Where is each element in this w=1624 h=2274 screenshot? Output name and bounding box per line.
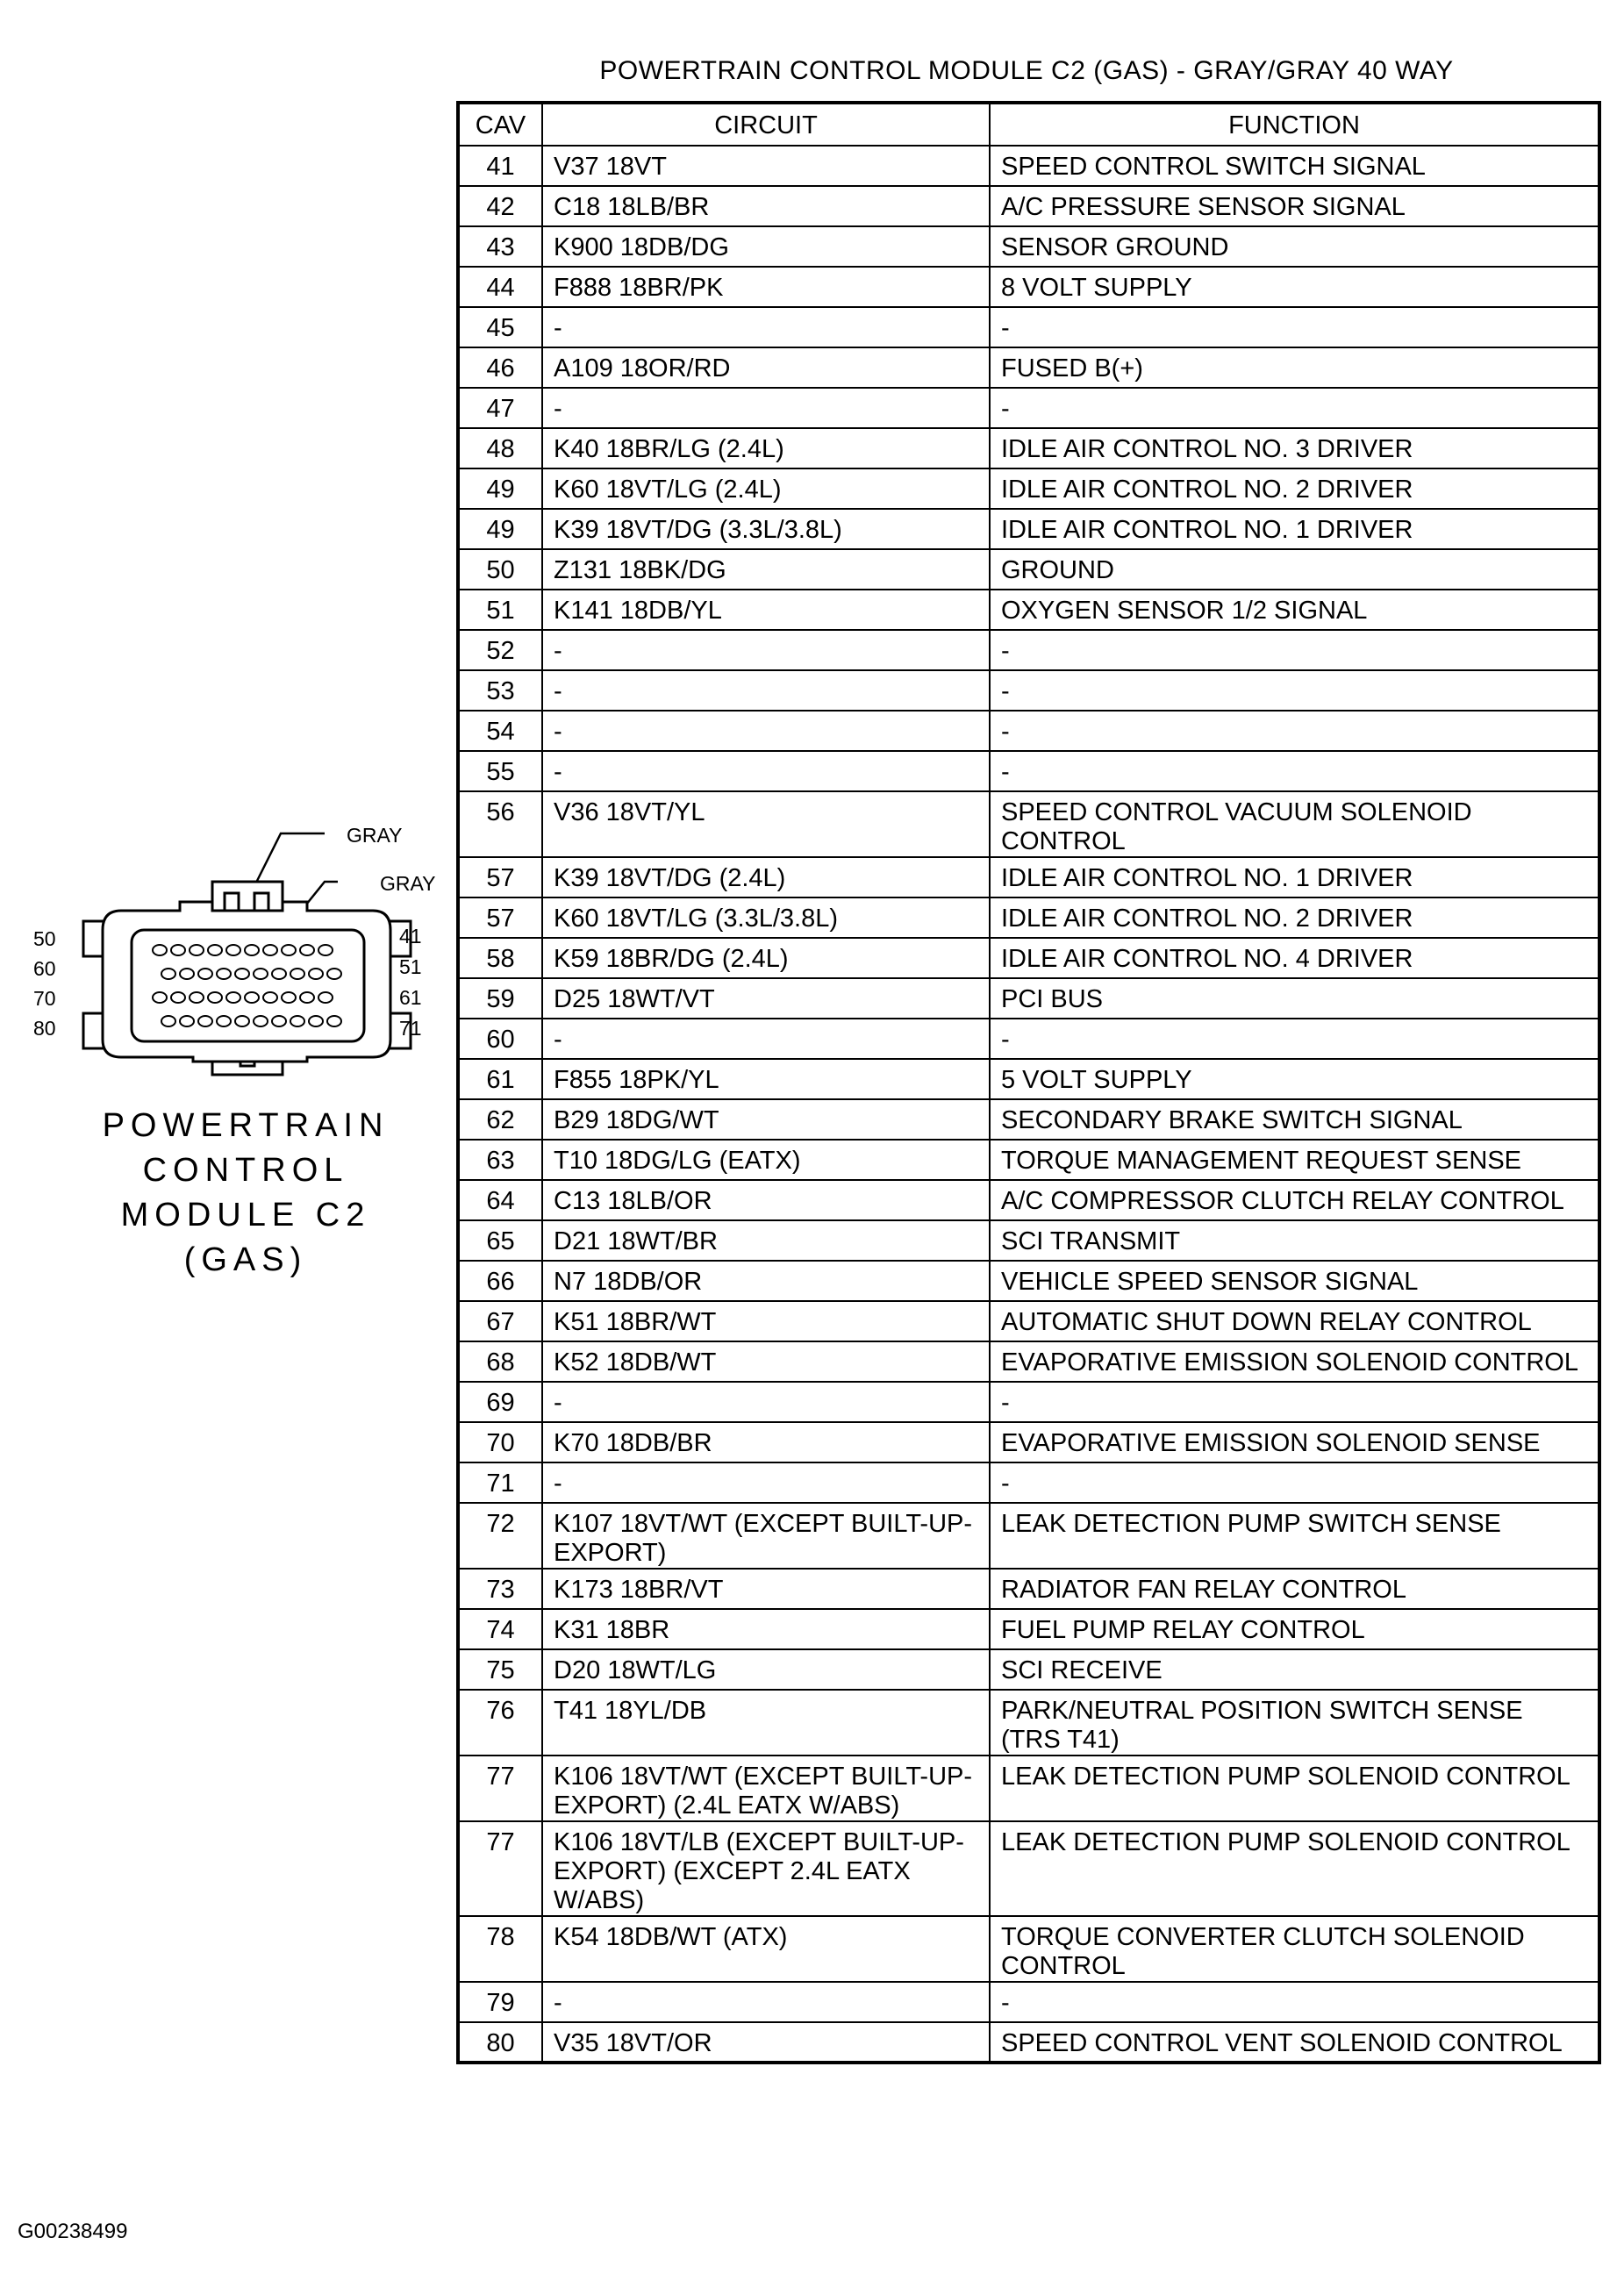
- cell-circuit: V37 18VT: [542, 146, 990, 186]
- table-row: [458, 1462, 1599, 1503]
- cell-cav: 59: [458, 978, 542, 1019]
- header-function: FUNCTION: [990, 103, 1599, 146]
- table-row: [458, 347, 1599, 388]
- cell-cav: 76: [458, 1690, 542, 1756]
- cell-function: EVAPORATIVE EMISSION SOLENOID SENSE: [990, 1422, 1599, 1462]
- cell-circuit: K40 18BR/LG (2.4L): [542, 428, 990, 468]
- pin-hole: [327, 1016, 341, 1026]
- pin-number-right: 51: [399, 955, 422, 978]
- cell-function: IDLE AIR CONTROL NO. 2 DRIVER: [990, 897, 1599, 938]
- connector-label-line: MODULE C2: [120, 1197, 371, 1234]
- pin-number-left: 80: [33, 1017, 56, 1040]
- pin-hole: [161, 969, 175, 979]
- table-row: [458, 857, 1599, 897]
- cell-cav: 80: [458, 2022, 542, 2063]
- header-circuit: CIRCUIT: [542, 103, 990, 146]
- connector-label-line: POWERTRAIN: [102, 1107, 390, 1144]
- callout-inner-label: GRAY: [380, 872, 436, 895]
- table-title: POWERTRAIN CONTROL MODULE C2 (GAS) - GRAY/GRAY 40 WAY: [599, 56, 1454, 85]
- pin-number-right: 71: [399, 1017, 422, 1040]
- table-row: [458, 1569, 1599, 1609]
- cell-circuit: K900 18DB/DG: [542, 226, 990, 267]
- left-pin-numbers: [33, 927, 56, 1040]
- table-row: [458, 267, 1599, 307]
- cell-circuit: F888 18BR/PK: [542, 267, 990, 307]
- cell-cav: 42: [458, 186, 542, 226]
- pin-hole: [254, 1016, 268, 1026]
- table-row: [458, 1140, 1599, 1180]
- table-row: [458, 307, 1599, 347]
- cell-function: SPEED CONTROL SWITCH SIGNAL: [990, 146, 1599, 186]
- pin-hole: [245, 992, 259, 1003]
- table-header-row: [458, 103, 1599, 146]
- cell-circuit: D20 18WT/LG: [542, 1649, 990, 1690]
- cell-function: IDLE AIR CONTROL NO. 1 DRIVER: [990, 857, 1599, 897]
- table-row: [458, 1916, 1599, 1982]
- table-row: [458, 226, 1599, 267]
- cell-cav: 43: [458, 226, 542, 267]
- pin-hole: [282, 945, 296, 955]
- cell-circuit: K70 18DB/BR: [542, 1422, 990, 1462]
- cell-circuit: K60 18VT/LG (3.3L/3.8L): [542, 897, 990, 938]
- cell-function: IDLE AIR CONTROL NO. 2 DRIVER: [990, 468, 1599, 509]
- table-row: [458, 791, 1599, 857]
- cell-circuit: K107 18VT/WT (EXCEPT BUILT-UP-EXPORT): [542, 1503, 990, 1569]
- cell-cav: 75: [458, 1649, 542, 1690]
- pin-hole: [290, 1016, 304, 1026]
- pin-hole: [282, 992, 296, 1003]
- cell-circuit: -: [542, 1982, 990, 2022]
- cell-function: TORQUE CONVERTER CLUTCH SOLENOID CONTROL: [990, 1916, 1599, 1982]
- cell-function: PCI BUS: [990, 978, 1599, 1019]
- cell-function: EVAPORATIVE EMISSION SOLENOID CONTROL: [990, 1341, 1599, 1382]
- cell-function: -: [990, 1019, 1599, 1059]
- pin-hole: [254, 969, 268, 979]
- table-row: [458, 1341, 1599, 1382]
- table-row: [458, 938, 1599, 978]
- table-row: [458, 1690, 1599, 1756]
- connector-label-line: (GAS): [183, 1241, 308, 1278]
- cell-function: 5 VOLT SUPPLY: [990, 1059, 1599, 1099]
- cell-circuit: K51 18BR/WT: [542, 1301, 990, 1341]
- pin-hole: [153, 945, 167, 955]
- table-row: [458, 1382, 1599, 1422]
- table-row: [458, 1059, 1599, 1099]
- cell-cav: 65: [458, 1220, 542, 1261]
- cell-function: -: [990, 1462, 1599, 1503]
- cell-function: -: [990, 1982, 1599, 2022]
- cell-cav: 49: [458, 509, 542, 549]
- cell-cav: 57: [458, 857, 542, 897]
- pin-hole: [226, 992, 240, 1003]
- pin-hole: [217, 1016, 231, 1026]
- cell-function: SCI TRANSMIT: [990, 1220, 1599, 1261]
- pin-hole: [171, 992, 185, 1003]
- cell-function: IDLE AIR CONTROL NO. 1 DRIVER: [990, 509, 1599, 549]
- cell-circuit: -: [542, 630, 990, 670]
- cell-cav: 78: [458, 1916, 542, 1982]
- cell-cav: 68: [458, 1341, 542, 1382]
- pin-hole: [153, 992, 167, 1003]
- table-row: [458, 146, 1599, 186]
- pin-number-right: 41: [399, 925, 422, 948]
- cell-circuit: -: [542, 1382, 990, 1422]
- pin-hole: [171, 945, 185, 955]
- pin-number-left: 50: [33, 927, 56, 950]
- cell-function: FUEL PUMP RELAY CONTROL: [990, 1609, 1599, 1649]
- cell-function: -: [990, 711, 1599, 751]
- cell-cav: 45: [458, 307, 542, 347]
- cell-cav: 56: [458, 791, 542, 857]
- cell-circuit: K52 18DB/WT: [542, 1341, 990, 1382]
- table-row: [458, 978, 1599, 1019]
- header-cav: CAV: [458, 103, 542, 146]
- cell-cav: 69: [458, 1382, 542, 1422]
- table-row: [458, 388, 1599, 428]
- pin-hole: [208, 992, 222, 1003]
- table-row: [458, 590, 1599, 630]
- pin-hole: [300, 992, 314, 1003]
- pin-hole: [198, 969, 212, 979]
- cell-cav: 70: [458, 1422, 542, 1462]
- cell-cav: 72: [458, 1503, 542, 1569]
- cell-circuit: -: [542, 1462, 990, 1503]
- table-row: [458, 1609, 1599, 1649]
- pin-hole: [235, 969, 249, 979]
- cell-circuit: F855 18PK/YL: [542, 1059, 990, 1099]
- table-row: [458, 751, 1599, 791]
- pin-hole: [318, 992, 333, 1003]
- cell-circuit: K59 18BR/DG (2.4L): [542, 938, 990, 978]
- cell-circuit: A109 18OR/RD: [542, 347, 990, 388]
- cell-cav: 71: [458, 1462, 542, 1503]
- table-row: [458, 1982, 1599, 2022]
- cell-circuit: K60 18VT/LG (2.4L): [542, 468, 990, 509]
- cell-cav: 49: [458, 468, 542, 509]
- cell-function: OXYGEN SENSOR 1/2 SIGNAL: [990, 590, 1599, 630]
- cell-circuit: K54 18DB/WT (ATX): [542, 1916, 990, 1982]
- cell-cav: 64: [458, 1180, 542, 1220]
- cell-cav: 66: [458, 1261, 542, 1301]
- cell-function: AUTOMATIC SHUT DOWN RELAY CONTROL: [990, 1301, 1599, 1341]
- cell-circuit: D25 18WT/VT: [542, 978, 990, 1019]
- cell-function: -: [990, 670, 1599, 711]
- cell-cav: 67: [458, 1301, 542, 1341]
- table-row: [458, 1180, 1599, 1220]
- table-row: [458, 468, 1599, 509]
- cell-circuit: T41 18YL/DB: [542, 1690, 990, 1756]
- cell-circuit: C18 18LB/BR: [542, 186, 990, 226]
- cell-function: -: [990, 1382, 1599, 1422]
- connector-diagram: [18, 807, 447, 1097]
- cell-function: VEHICLE SPEED SENSOR SIGNAL: [990, 1261, 1599, 1301]
- pin-hole: [161, 1016, 175, 1026]
- cell-circuit: N7 18DB/OR: [542, 1261, 990, 1301]
- table-row: [458, 1099, 1599, 1140]
- connector-label-line: CONTROL: [142, 1152, 349, 1189]
- cell-circuit: K31 18BR: [542, 1609, 990, 1649]
- pin-number-left: 70: [33, 987, 56, 1010]
- connector-label: [79, 1104, 412, 1283]
- cell-function: -: [990, 307, 1599, 347]
- table-row: [458, 711, 1599, 751]
- cell-function: GROUND: [990, 549, 1599, 590]
- cell-cav: 79: [458, 1982, 542, 2022]
- pin-hole: [290, 969, 304, 979]
- table-row: [458, 549, 1599, 590]
- cell-function: LEAK DETECTION PUMP SOLENOID CONTROL: [990, 1756, 1599, 1821]
- table-row: [458, 1422, 1599, 1462]
- cell-cav: 44: [458, 267, 542, 307]
- cell-function: LEAK DETECTION PUMP SOLENOID CONTROL: [990, 1821, 1599, 1916]
- cell-function: LEAK DETECTION PUMP SWITCH SENSE: [990, 1503, 1599, 1569]
- cell-cav: 77: [458, 1821, 542, 1916]
- cell-cav: 52: [458, 630, 542, 670]
- cell-circuit: K141 18DB/YL: [542, 590, 990, 630]
- cell-circuit: -: [542, 388, 990, 428]
- cell-circuit: D21 18WT/BR: [542, 1220, 990, 1261]
- pin-hole: [263, 992, 277, 1003]
- cell-circuit: K173 18BR/VT: [542, 1569, 990, 1609]
- cell-circuit: -: [542, 751, 990, 791]
- pin-hole: [235, 1016, 249, 1026]
- cell-cav: 73: [458, 1569, 542, 1609]
- cell-cav: 50: [458, 549, 542, 590]
- table-row: [458, 1821, 1599, 1916]
- cell-function: RADIATOR FAN RELAY CONTROL: [990, 1569, 1599, 1609]
- cell-circuit: V35 18VT/OR: [542, 2022, 990, 2063]
- cell-function: 8 VOLT SUPPLY: [990, 267, 1599, 307]
- pin-hole: [180, 1016, 194, 1026]
- table-row: [458, 1261, 1599, 1301]
- table-row: [458, 897, 1599, 938]
- cell-function: -: [990, 630, 1599, 670]
- cell-cav: 60: [458, 1019, 542, 1059]
- cell-circuit: K106 18VT/WT (EXCEPT BUILT-UP-EXPORT) (2.4L EATX W/ABS): [542, 1756, 990, 1821]
- pin-hole: [180, 969, 194, 979]
- figure-id: G00238499: [18, 2220, 128, 2243]
- cell-circuit: C13 18LB/OR: [542, 1180, 990, 1220]
- cell-circuit: -: [542, 670, 990, 711]
- cell-circuit: -: [542, 711, 990, 751]
- cell-function: TORQUE MANAGEMENT REQUEST SENSE: [990, 1140, 1599, 1180]
- pin-hole: [272, 969, 286, 979]
- cell-cav: 61: [458, 1059, 542, 1099]
- cell-circuit: K39 18VT/DG (3.3L/3.8L): [542, 509, 990, 549]
- cell-circuit: V36 18VT/YL: [542, 791, 990, 857]
- table-row: [458, 1503, 1599, 1569]
- table-row: [458, 186, 1599, 226]
- table-row: [458, 428, 1599, 468]
- cell-cav: 41: [458, 146, 542, 186]
- cell-cav: 51: [458, 590, 542, 630]
- cell-function: SECONDARY BRAKE SWITCH SIGNAL: [990, 1099, 1599, 1140]
- pin-hole: [327, 969, 341, 979]
- cell-function: -: [990, 388, 1599, 428]
- cell-cav: 48: [458, 428, 542, 468]
- table-row: [458, 509, 1599, 549]
- cell-cav: 77: [458, 1756, 542, 1821]
- callout-outer-leader: [254, 833, 325, 886]
- pinout-table: [456, 101, 1601, 2064]
- cell-cav: 63: [458, 1140, 542, 1180]
- cell-function: SPEED CONTROL VENT SOLENOID CONTROL: [990, 2022, 1599, 2063]
- cell-function: IDLE AIR CONTROL NO. 3 DRIVER: [990, 428, 1599, 468]
- cell-function: -: [990, 751, 1599, 791]
- cell-circuit: Z131 18BK/DG: [542, 549, 990, 590]
- cell-cav: 55: [458, 751, 542, 791]
- cell-function: A/C COMPRESSOR CLUTCH RELAY CONTROL: [990, 1180, 1599, 1220]
- cell-cav: 58: [458, 938, 542, 978]
- cell-circuit: K106 18VT/LB (EXCEPT BUILT-UP-EXPORT) (EXCEPT 2.4L EATX W/ABS): [542, 1821, 990, 1916]
- pin-hole: [198, 1016, 212, 1026]
- pin-hole: [272, 1016, 286, 1026]
- cell-function: A/C PRESSURE SENSOR SIGNAL: [990, 186, 1599, 226]
- pin-hole: [217, 969, 231, 979]
- table-row: [458, 1756, 1599, 1821]
- right-pin-numbers: [399, 925, 422, 1040]
- pin-hole: [190, 945, 204, 955]
- table-row: [458, 1301, 1599, 1341]
- cell-circuit: K39 18VT/DG (2.4L): [542, 857, 990, 897]
- cell-function: SPEED CONTROL VACUUM SOLENOID CONTROL: [990, 791, 1599, 857]
- cell-cav: 57: [458, 897, 542, 938]
- pin-hole: [208, 945, 222, 955]
- pin-hole: [245, 945, 259, 955]
- pin-hole: [300, 945, 314, 955]
- pin-hole: [263, 945, 277, 955]
- pin-hole: [309, 1016, 323, 1026]
- cell-circuit: -: [542, 307, 990, 347]
- table-row: [458, 630, 1599, 670]
- cell-function: IDLE AIR CONTROL NO. 4 DRIVER: [990, 938, 1599, 978]
- cell-cav: 47: [458, 388, 542, 428]
- cell-cav: 54: [458, 711, 542, 751]
- pin-number-left: 60: [33, 957, 56, 980]
- callout-outer-label: GRAY: [347, 824, 403, 847]
- cell-circuit: -: [542, 1019, 990, 1059]
- cell-function: PARK/NEUTRAL POSITION SWITCH SENSE (TRS T41): [990, 1690, 1599, 1756]
- cell-function: FUSED B(+): [990, 347, 1599, 388]
- table-row: [458, 2022, 1599, 2063]
- table-row: [458, 1649, 1599, 1690]
- pin-hole: [309, 969, 323, 979]
- cell-circuit: B29 18DG/WT: [542, 1099, 990, 1140]
- cell-cav: 74: [458, 1609, 542, 1649]
- table-row: [458, 1019, 1599, 1059]
- pin-hole: [318, 945, 333, 955]
- cell-cav: 62: [458, 1099, 542, 1140]
- cell-cav: 46: [458, 347, 542, 388]
- cell-function: SENSOR GROUND: [990, 226, 1599, 267]
- pin-number-right: 61: [399, 986, 422, 1009]
- table-row: [458, 1220, 1599, 1261]
- pin-hole: [226, 945, 240, 955]
- cell-circuit: T10 18DG/LG (EATX): [542, 1140, 990, 1180]
- table-row: [458, 670, 1599, 711]
- cell-cav: 53: [458, 670, 542, 711]
- pin-hole: [190, 992, 204, 1003]
- cell-function: SCI RECEIVE: [990, 1649, 1599, 1690]
